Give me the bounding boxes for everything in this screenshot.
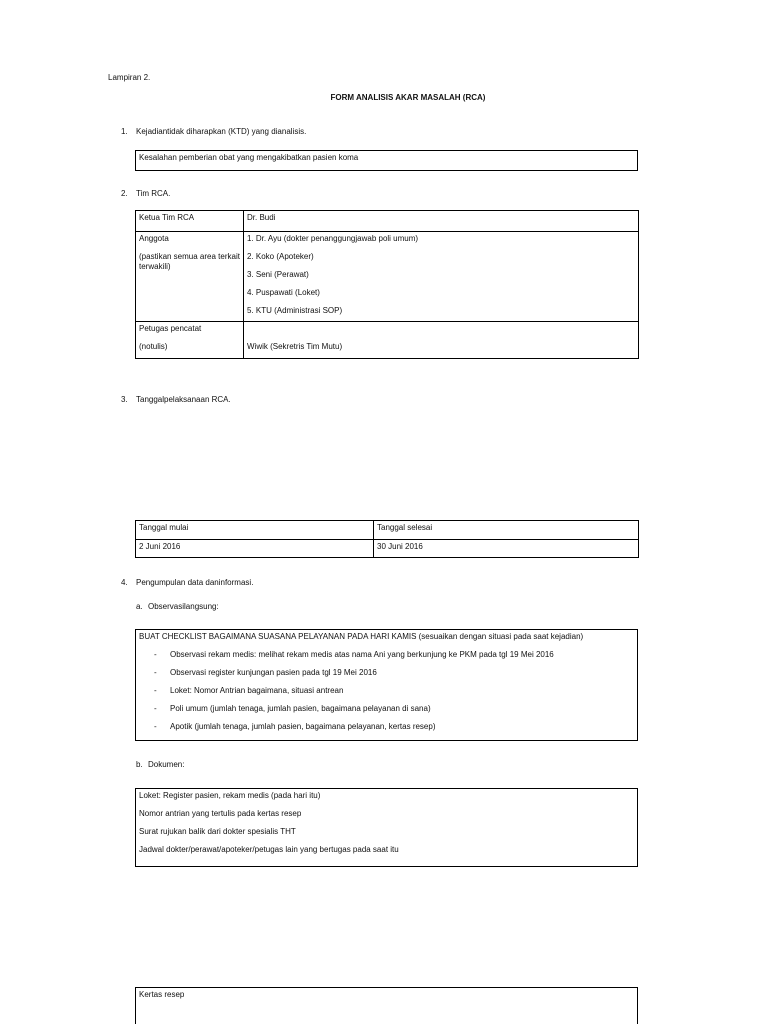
section-3-number: 3. — [121, 395, 128, 404]
prescription-paper-label: Kertas resep — [139, 990, 185, 999]
sub-a-number: a. — [136, 602, 143, 611]
team-row-recorder — [136, 322, 639, 359]
section-2-number: 2. — [121, 189, 128, 198]
prescription-paper-box — [135, 987, 638, 1024]
member-item: 1. Dr. Ayu (dokter penanggungjawab poli umum) — [247, 234, 419, 243]
incident-box — [135, 150, 638, 171]
observation-item — [154, 650, 634, 668]
documents-box — [135, 788, 638, 867]
leader-label: Ketua Tim RCA — [136, 211, 244, 232]
member-item: 4. Puspawati (Loket) — [247, 288, 320, 297]
section-1-number: 1. — [121, 127, 128, 136]
dates-value-row — [136, 540, 639, 558]
sub-b-label: Dokumen: — [148, 760, 185, 769]
section-3-label: Tanggalpelaksanaan RCA. — [136, 395, 231, 404]
members-note: (pastikan semua area terkait terwakili) — [139, 252, 240, 271]
observation-item — [154, 668, 634, 686]
document-item: Jadwal dokter/perawat/apoteker/petugas lain yang bertugas pada saat itu — [139, 845, 399, 854]
document-item: Nomor antrian yang tertulis pada kertas resep — [139, 809, 302, 818]
dash-marker: - — [154, 686, 157, 695]
observation-item-text: Observasi rekam medis: melihat rekam medis atas nama Ani yang berkunjung ke PKM pada tgl 19 Mei 2016 — [170, 650, 554, 659]
section-2-label: Tim RCA. — [136, 189, 171, 198]
rca-dates-table — [135, 520, 639, 558]
document-item: Loket: Register pasien, rekam medis (pada hari itu) — [139, 791, 321, 800]
observation-item-text: Poli umum (jumlah tenaga, jumlah pasien, bagaimana pelayanan di sana) — [170, 704, 431, 713]
incident-text: Kesalahan pemberian obat yang mengakibatkan pasien koma — [139, 153, 359, 162]
dash-marker: - — [154, 668, 157, 677]
attachment-label: Lampiran 2. — [108, 73, 151, 82]
observation-item-text: Apotik (jumlah tenaga, jumlah pasien, bagaimana pelayanan, kertas resep) — [170, 722, 436, 731]
recorder-label: Petugas pencatat — [139, 324, 202, 333]
recorder-value: Wiwik (Sekretris Tim Mutu) — [247, 342, 343, 351]
observation-item-text: Observasi register kunjungan pasien pada tgl 19 Mei 2016 — [170, 668, 377, 677]
sub-b-number: b. — [136, 760, 143, 769]
observation-item — [154, 686, 634, 704]
team-row-leader — [136, 211, 639, 232]
observation-item — [154, 722, 634, 740]
dates-header-row — [136, 521, 639, 540]
team-row-members — [136, 232, 639, 322]
members-label: Anggota — [139, 234, 169, 243]
form-title: FORM ANALISIS AKAR MASALAH (RCA) — [330, 93, 486, 102]
end-date-label: Tanggal selesai — [374, 521, 639, 540]
sub-a-label: Observasilangsung: — [148, 602, 219, 611]
section-1-label: Kejadiantidak diharapkan (KTD) yang dianalisis. — [136, 127, 307, 136]
observation-item-text: Loket: Nomor Antrian bagaimana, situasi antrean — [170, 686, 344, 695]
dash-marker: - — [154, 704, 157, 713]
start-date-value: 2 Juni 2016 — [136, 540, 374, 558]
member-item: 2. Koko (Apoteker) — [247, 252, 314, 261]
document-item: Surat rujukan balik dari dokter spesialis THT — [139, 827, 296, 836]
member-item: 5. KTU (Administrasi SOP) — [247, 306, 343, 315]
observation-item — [154, 704, 634, 722]
observation-heading: BUAT CHECKLIST BAGAIMANA SUASANA PELAYANAN PADA HARI KAMIS (sesuaikan dengan situasi pada saat kejadian) — [139, 632, 584, 641]
dash-marker: - — [154, 650, 157, 659]
dash-marker: - — [154, 722, 157, 731]
section-4-label: Pengumpulan data daninformasi. — [136, 578, 254, 587]
end-date-value: 30 Juni 2016 — [374, 540, 639, 558]
leader-value: Dr. Budi — [244, 211, 639, 232]
recorder-note: (notulis) — [139, 342, 168, 351]
observation-box — [135, 629, 638, 741]
rca-team-table — [135, 210, 639, 359]
member-item: 3. Seni (Perawat) — [247, 270, 309, 279]
section-4-number: 4. — [121, 578, 128, 587]
start-date-label: Tanggal mulai — [136, 521, 374, 540]
